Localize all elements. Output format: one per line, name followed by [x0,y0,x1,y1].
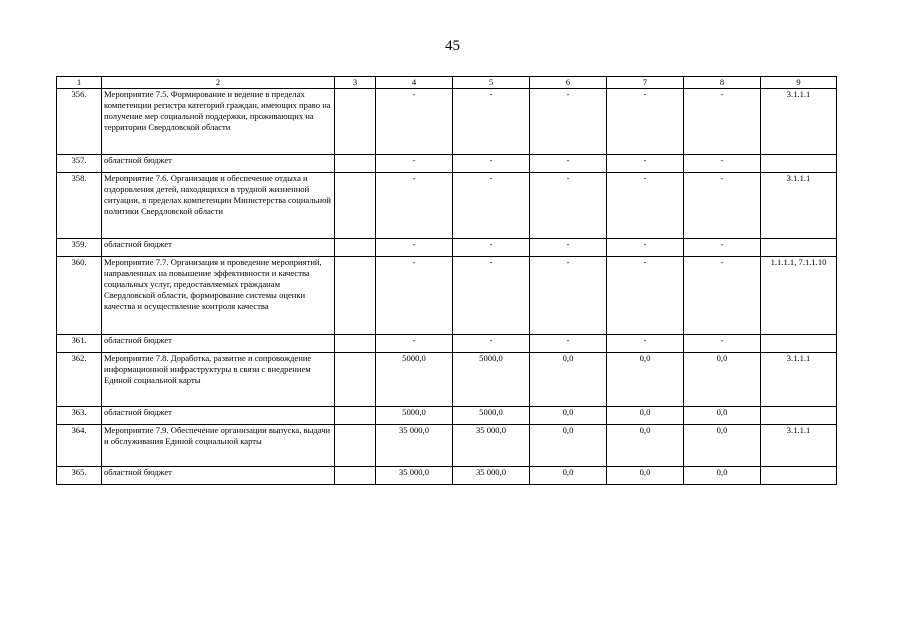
cell-col7: - [607,335,684,353]
header-cell: 5 [453,77,530,89]
cell-col8: - [684,155,761,173]
cell-col9 [761,335,837,353]
cell-col4: - [376,335,453,353]
cell-col5: - [453,155,530,173]
cell-col5: 35 000,0 [453,425,530,467]
cell-col5: 35 000,0 [453,467,530,485]
cell-col5: - [453,173,530,239]
cell-col3 [335,407,376,425]
cell-col9: 3.1.1.1 [761,89,837,155]
cell-col4: 5000,0 [376,353,453,407]
cell-col8: - [684,239,761,257]
row-name: областной бюджет [102,407,335,425]
budget-table [56,76,837,485]
cell-col4: 35 000,0 [376,467,453,485]
cell-col5: 5000,0 [453,407,530,425]
row-number: 360. [57,257,102,335]
cell-col7: - [607,173,684,239]
header-cell: 8 [684,77,761,89]
row-name: Мероприятие 7.7. Организация и проведение мероприятий, направленных на повышение эффективности и качества социальных услуг, предоставляемых гражданам Свердловской области, формирование системы оценки качества и осуществление контроля качества [102,257,335,335]
cell-col6: - [530,89,607,155]
cell-col6: - [530,155,607,173]
cell-col7: - [607,257,684,335]
cell-col3 [335,335,376,353]
cell-col3 [335,239,376,257]
table-row [57,89,837,155]
row-name: Мероприятие 7.5. Формирование и ведение в пределах компетенции регистра категорий граждан, имеющих право на получение мер социальной поддержки, проживающих на территории Свердловской области [102,89,335,155]
cell-col5: - [453,89,530,155]
cell-col3 [335,89,376,155]
cell-col9 [761,155,837,173]
cell-col5: - [453,239,530,257]
cell-col3 [335,425,376,467]
row-number: 365. [57,467,102,485]
cell-col6: 0,0 [530,467,607,485]
cell-col8: 0,0 [684,467,761,485]
cell-col6: - [530,335,607,353]
cell-col9 [761,239,837,257]
cell-col3 [335,467,376,485]
header-cell: 1 [57,77,102,89]
cell-col3 [335,257,376,335]
table-row [57,173,837,239]
cell-col4: - [376,155,453,173]
cell-col8: - [684,173,761,239]
cell-col4: - [376,257,453,335]
row-number: 363. [57,407,102,425]
cell-col9: 3.1.1.1 [761,173,837,239]
cell-col7: - [607,155,684,173]
row-name: Мероприятие 7.6. Организация и обеспечение отдыха и оздоровления детей, находящихся в трудной жизненной ситуации, в пределах компетенции Министерства социальной политики Свердловской области [102,173,335,239]
header-cell: 6 [530,77,607,89]
cell-col8: - [684,257,761,335]
row-number: 359. [57,239,102,257]
cell-col5: 5000,0 [453,353,530,407]
row-name: областной бюджет [102,335,335,353]
table-row [57,335,837,353]
header-row [57,77,837,89]
cell-col7: 0,0 [607,425,684,467]
cell-col9: 3.1.1.1 [761,353,837,407]
table-row [57,257,837,335]
cell-col4: 5000,0 [376,407,453,425]
table-row [57,239,837,257]
cell-col4: - [376,89,453,155]
cell-col5: - [453,257,530,335]
cell-col9: 1.1.1.1, 7.1.1.10 [761,257,837,335]
table-row [57,407,837,425]
cell-col9: 3.1.1.1 [761,425,837,467]
row-name: областной бюджет [102,239,335,257]
cell-col6: - [530,239,607,257]
header-cell: 2 [102,77,335,89]
cell-col9 [761,407,837,425]
header-cell: 7 [607,77,684,89]
header-cell: 9 [761,77,837,89]
row-number: 357. [57,155,102,173]
cell-col4: 35 000,0 [376,425,453,467]
cell-col8: - [684,89,761,155]
cell-col8: 0,0 [684,353,761,407]
page-number: 45 [445,38,460,54]
header-cell: 3 [335,77,376,89]
table-row [57,353,837,407]
table-row [57,425,837,467]
row-number: 362. [57,353,102,407]
row-number: 356. [57,89,102,155]
cell-col9 [761,467,837,485]
cell-col3 [335,155,376,173]
cell-col6: - [530,173,607,239]
cell-col7: - [607,89,684,155]
cell-col7: 0,0 [607,467,684,485]
cell-col6: 0,0 [530,407,607,425]
cell-col7: - [607,239,684,257]
cell-col3 [335,353,376,407]
cell-col3 [335,173,376,239]
row-number: 364. [57,425,102,467]
cell-col7: 0,0 [607,353,684,407]
row-name: областной бюджет [102,467,335,485]
table-row [57,155,837,173]
row-name: Мероприятие 7.9. Обеспечение организации выпуска, выдачи и обслуживания Единой социальной карты [102,425,335,467]
cell-col5: - [453,335,530,353]
cell-col8: 0,0 [684,425,761,467]
header-cell: 4 [376,77,453,89]
cell-col7: 0,0 [607,407,684,425]
cell-col8: 0,0 [684,407,761,425]
cell-col4: - [376,173,453,239]
row-number: 361. [57,335,102,353]
row-name: областной бюджет [102,155,335,173]
cell-col6: 0,0 [530,425,607,467]
row-name: Мероприятие 7.8. Доработка, развитие и сопровождение информационной инфраструктуры в связи с внедрением Единой социальной карты [102,353,335,407]
cell-col4: - [376,239,453,257]
cell-col6: - [530,257,607,335]
cell-col6: 0,0 [530,353,607,407]
table-row [57,467,837,485]
row-number: 358. [57,173,102,239]
cell-col8: - [684,335,761,353]
